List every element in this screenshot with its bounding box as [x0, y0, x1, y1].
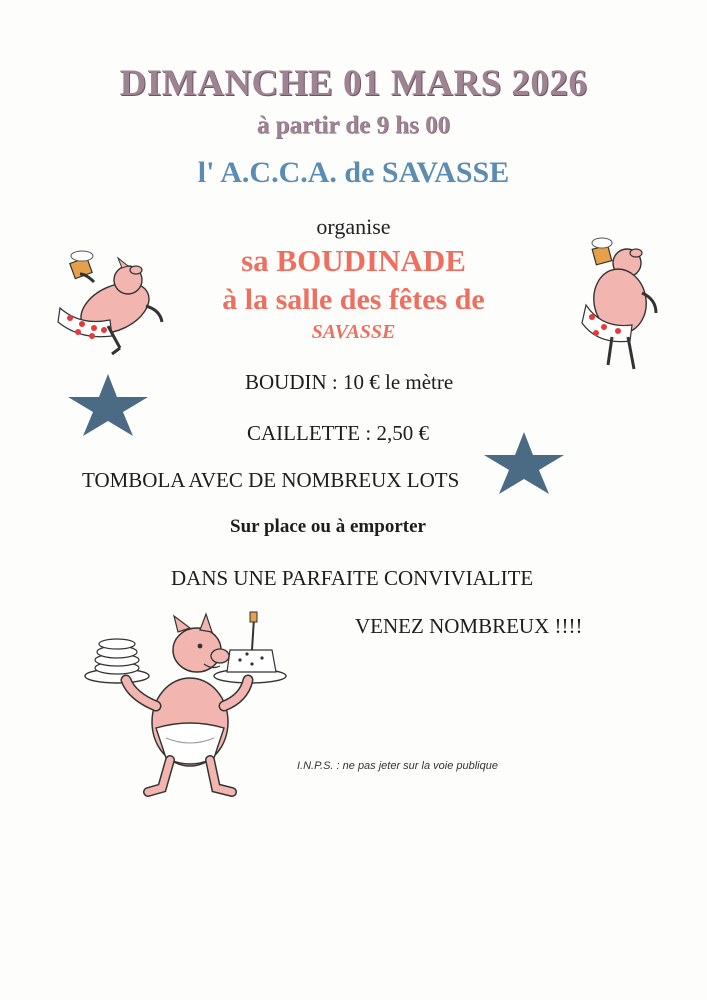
event-name: sa BOUDINADE: [241, 243, 466, 278]
tombola-text: TOMBOLA AVEC DE NOMBREUX LOTS: [82, 468, 460, 492]
pig-drinking-icon: [572, 233, 662, 373]
venue: à la salle des fêtes de: [222, 283, 485, 316]
event-time: à partir de 9 hs 00: [256, 112, 451, 139]
organise-text: organise: [316, 214, 391, 239]
organizer: l' A.C.C.A. de SAVASSE: [197, 156, 510, 189]
inps-notice: I.N.P.S. : ne pas jeter sur la voie publique: [297, 760, 498, 772]
price-caillette: CAILLETTE : 2,50 €: [247, 421, 429, 445]
invite-text: VENEZ NOMBREUX !!!!: [355, 614, 583, 638]
event-date: DIMANCHE 01 MARS 2026: [119, 63, 588, 104]
service-text: Sur place ou à emporter: [230, 516, 426, 537]
ambiance-text: DANS UNE PARFAITE CONVIVIALITE: [171, 566, 534, 590]
star-icon: [66, 372, 150, 438]
star-icon: [482, 430, 566, 496]
price-boudin: BOUDIN : 10 € le mètre: [245, 370, 454, 394]
pig-drinking-icon: [50, 248, 170, 363]
pig-waiter-icon: [82, 610, 292, 800]
venue-town: SAVASSE: [311, 321, 396, 343]
